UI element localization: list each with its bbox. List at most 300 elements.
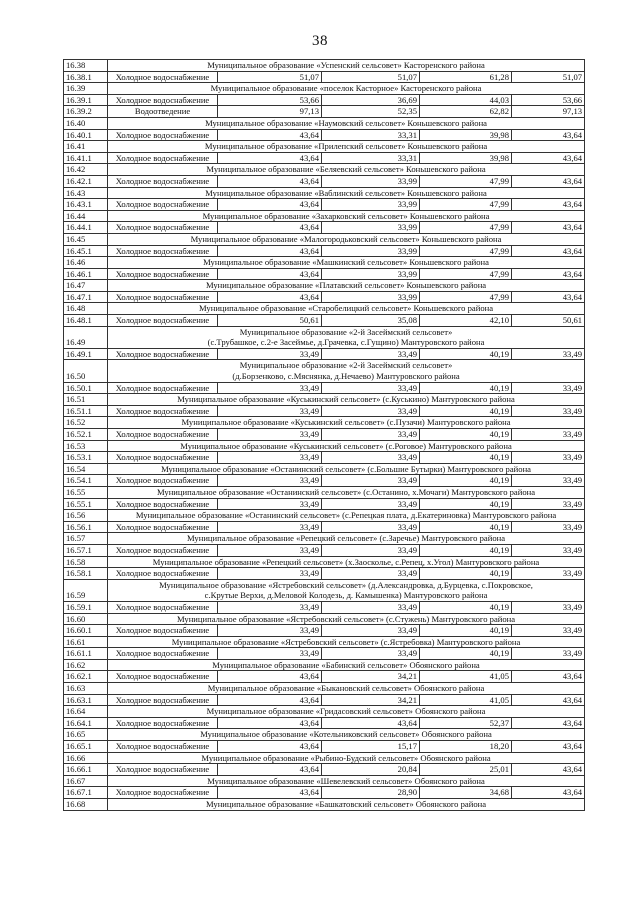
row-number: 16.54 — [64, 463, 108, 475]
tariff-value-2: 33,49 — [322, 382, 420, 394]
tariff-value-1: 50,61 — [218, 315, 322, 327]
row-number: 16.61 — [64, 636, 108, 648]
municipality-title-line: Муниципальное образование «Гридасовский сельсовет» Обоянского района — [206, 706, 486, 717]
municipality-title — [108, 683, 585, 695]
municipality-title-line: Муниципальное образование «Ястребовский сельсовет» (с.Ястребовка) Мантуровского района — [171, 636, 521, 647]
row-number: 16.43.1 — [64, 199, 108, 211]
page-number: 38 — [312, 33, 328, 49]
tariff-value-1: 43,64 — [218, 152, 322, 164]
tariff-value-1: 33,49 — [218, 452, 322, 464]
service-label: Холодное водоснабжение — [108, 648, 218, 660]
tariff-value-1: 33,49 — [218, 382, 322, 394]
row-number: 16.42 — [64, 164, 108, 176]
tariff-value-3: 61,28 — [420, 71, 512, 83]
section-row — [64, 210, 585, 222]
municipality-title-line: (д.Борзенково, с.Мяснянка, д.Нечаево) Мантуровского района — [232, 371, 460, 382]
tariff-value-3: 40,19 — [420, 498, 512, 510]
tariff-row — [64, 152, 585, 164]
service-label: Холодное водоснабжение — [108, 625, 218, 637]
row-number: 16.51.1 — [64, 405, 108, 417]
municipality-title — [108, 303, 585, 315]
tariff-value-2: 36,69 — [322, 94, 420, 106]
section-row — [64, 326, 585, 348]
section-row — [64, 613, 585, 625]
tariff-value-4: 33,49 — [512, 475, 585, 487]
tariff-value-3: 47,99 — [420, 175, 512, 187]
tariff-value-2: 33,49 — [322, 601, 420, 613]
tariff-value-3: 39,98 — [420, 152, 512, 164]
tariff-value-3: 62,82 — [420, 106, 512, 118]
tariff-value-1: 43,64 — [218, 671, 322, 683]
service-label: Холодное водоснабжение — [108, 601, 218, 613]
tariff-row — [64, 71, 585, 83]
row-number: 16.48.1 — [64, 315, 108, 327]
row-number: 16.38 — [64, 60, 108, 72]
tariff-row — [64, 245, 585, 257]
tariff-value-3: 25,01 — [420, 764, 512, 776]
tariff-value-2: 33,49 — [322, 348, 420, 360]
tariff-value-2: 33,49 — [322, 568, 420, 580]
tariff-row — [64, 694, 585, 706]
tariff-row — [64, 129, 585, 141]
row-number: 16.41 — [64, 141, 108, 153]
tariff-value-2: 33,99 — [322, 268, 420, 280]
row-number: 16.59 — [64, 579, 108, 601]
tariff-value-2: 33,49 — [322, 429, 420, 441]
municipality-title — [108, 440, 585, 452]
row-number: 16.44 — [64, 210, 108, 222]
tariff-value-1: 43,64 — [218, 741, 322, 753]
service-label: Холодное водоснабжение — [108, 498, 218, 510]
tariff-row — [64, 222, 585, 234]
municipality-title — [108, 659, 585, 671]
tariff-value-3: 47,99 — [420, 291, 512, 303]
row-number: 16.47 — [64, 280, 108, 292]
row-number: 16.39 — [64, 83, 108, 95]
municipality-title-line: Муниципальное образование «Старобелицкий сельсовет» Коньшевского района — [199, 303, 494, 314]
tariff-value-1: 43,64 — [218, 175, 322, 187]
tariff-value-3: 40,19 — [420, 382, 512, 394]
tariff-value-4: 97,13 — [512, 106, 585, 118]
tariff-table — [63, 59, 585, 811]
tariff-value-1: 43,64 — [218, 717, 322, 729]
section-row — [64, 510, 585, 522]
tariff-value-4: 43,64 — [512, 764, 585, 776]
row-number: 16.67.1 — [64, 787, 108, 799]
tariff-value-2: 15,17 — [322, 741, 420, 753]
section-row — [64, 303, 585, 315]
row-number: 16.59.1 — [64, 601, 108, 613]
municipality-title — [108, 60, 585, 72]
tariff-value-4: 33,49 — [512, 429, 585, 441]
tariff-value-3: 40,19 — [420, 405, 512, 417]
tariff-value-1: 33,49 — [218, 498, 322, 510]
tariff-value-4: 33,49 — [512, 568, 585, 580]
row-number: 16.52.1 — [64, 429, 108, 441]
section-row — [64, 729, 585, 741]
service-label: Холодное водоснабжение — [108, 787, 218, 799]
tariff-value-4: 43,64 — [512, 245, 585, 257]
tariff-value-4: 43,64 — [512, 268, 585, 280]
tariff-value-2: 33,49 — [322, 405, 420, 417]
municipality-title — [108, 533, 585, 545]
municipality-title-line: Муниципальное образование «Ястребовский сельсовет» (с.Стужень) Мантуровского района — [176, 613, 516, 624]
row-number: 16.40.1 — [64, 129, 108, 141]
tariff-value-2: 33,99 — [322, 199, 420, 211]
service-label: Холодное водоснабжение — [108, 544, 218, 556]
row-number: 16.47.1 — [64, 291, 108, 303]
municipality-title — [108, 729, 585, 741]
tariff-value-2: 33,31 — [322, 152, 420, 164]
tariff-value-1: 43,64 — [218, 245, 322, 257]
row-number: 16.60.1 — [64, 625, 108, 637]
tariff-value-2: 33,99 — [322, 222, 420, 234]
tariff-row — [64, 452, 585, 464]
tariff-value-3: 40,19 — [420, 521, 512, 533]
service-label: Холодное водоснабжение — [108, 405, 218, 417]
service-label: Водоотведение — [108, 106, 218, 118]
municipality-title-line: Муниципальное образование «Платавский сельсовет» Коньшевского района — [205, 280, 487, 291]
tariff-value-2: 33,49 — [322, 625, 420, 637]
section-row — [64, 233, 585, 245]
municipality-title — [108, 636, 585, 648]
tariff-value-4: 33,49 — [512, 544, 585, 556]
tariff-value-1: 43,64 — [218, 129, 322, 141]
section-row — [64, 486, 585, 498]
section-row — [64, 579, 585, 601]
tariff-value-4: 43,64 — [512, 199, 585, 211]
tariff-value-1: 33,49 — [218, 601, 322, 613]
tariff-value-1: 33,49 — [218, 648, 322, 660]
row-number: 16.57 — [64, 533, 108, 545]
row-number: 16.51 — [64, 394, 108, 406]
service-label: Холодное водоснабжение — [108, 568, 218, 580]
section-row — [64, 117, 585, 129]
tariff-row — [64, 291, 585, 303]
tariff-value-3: 44,03 — [420, 94, 512, 106]
municipality-title-line: Муниципальное образование «Куськинский сельсовет» (с.Пузачи) Мантуровского района — [181, 417, 511, 428]
tariff-value-4: 43,64 — [512, 694, 585, 706]
service-label: Холодное водоснабжение — [108, 741, 218, 753]
section-row — [64, 60, 585, 72]
tariff-value-4: 33,49 — [512, 382, 585, 394]
tariff-value-4: 33,49 — [512, 521, 585, 533]
tariff-value-3: 40,19 — [420, 625, 512, 637]
municipality-title-line: Муниципальное образование «Башкатовский сельсовет» Обоянского района — [205, 799, 487, 809]
row-number: 16.50.1 — [64, 382, 108, 394]
municipality-title-line: Муниципальное образование «Рыбино-Будский сельсовет» Обоянского района — [201, 752, 491, 763]
row-number: 16.62.1 — [64, 671, 108, 683]
row-number: 16.66.1 — [64, 764, 108, 776]
municipality-title — [108, 187, 585, 199]
row-number: 16.65 — [64, 729, 108, 741]
tariff-value-3: 40,19 — [420, 601, 512, 613]
tariff-value-2: 33,31 — [322, 129, 420, 141]
tariff-value-4: 43,64 — [512, 152, 585, 164]
section-row — [64, 141, 585, 153]
row-number: 16.46 — [64, 257, 108, 269]
row-number: 16.65.1 — [64, 741, 108, 753]
municipality-title-line: Муниципальное образование «Беляевский сельсовет» Коньшевского района — [206, 164, 486, 175]
tariff-value-2: 34,21 — [322, 694, 420, 706]
section-row — [64, 187, 585, 199]
tariff-value-1: 53,66 — [218, 94, 322, 106]
service-label: Холодное водоснабжение — [108, 199, 218, 211]
municipality-title — [108, 360, 585, 382]
municipality-title-line: Муниципальное образование «Захарковский сельсовет» Коньшевского района — [202, 210, 490, 221]
tariff-value-1: 51,07 — [218, 71, 322, 83]
municipality-title — [108, 613, 585, 625]
municipality-title — [108, 326, 585, 348]
service-label: Холодное водоснабжение — [108, 348, 218, 360]
service-label: Холодное водоснабжение — [108, 291, 218, 303]
tariff-row — [64, 787, 585, 799]
section-row — [64, 463, 585, 475]
row-number: 16.49.1 — [64, 348, 108, 360]
tariff-value-1: 33,49 — [218, 348, 322, 360]
service-label: Холодное водоснабжение — [108, 382, 218, 394]
municipality-title — [108, 141, 585, 153]
service-label: Холодное водоснабжение — [108, 315, 218, 327]
section-row — [64, 417, 585, 429]
row-number: 16.63.1 — [64, 694, 108, 706]
tariff-row — [64, 429, 585, 441]
row-number: 16.42.1 — [64, 175, 108, 187]
service-label: Холодное водоснабжение — [108, 245, 218, 257]
tariff-row — [64, 521, 585, 533]
row-number: 16.64.1 — [64, 717, 108, 729]
municipality-title-line: Муниципальное образование «Останинский сельсовет» (с.Большие Бутырки) Мантуровского района — [161, 463, 531, 474]
row-number: 16.58 — [64, 556, 108, 568]
section-row — [64, 556, 585, 568]
service-label: Холодное водоснабжение — [108, 521, 218, 533]
section-row — [64, 533, 585, 545]
tariff-value-4: 33,49 — [512, 498, 585, 510]
section-row — [64, 706, 585, 718]
municipality-title-line: Муниципальное образование «Прилепский сельсовет» Коньшевского района — [204, 141, 488, 152]
tariff-value-3: 42,10 — [420, 315, 512, 327]
municipality-title — [108, 210, 585, 222]
tariff-value-2: 33,49 — [322, 544, 420, 556]
section-row — [64, 394, 585, 406]
tariff-row — [64, 268, 585, 280]
row-number: 16.46.1 — [64, 268, 108, 280]
section-row — [64, 775, 585, 787]
row-number: 16.66 — [64, 752, 108, 764]
tariff-value-2: 28,90 — [322, 787, 420, 799]
tariff-row — [64, 315, 585, 327]
tariff-row — [64, 94, 585, 106]
municipality-title — [108, 486, 585, 498]
tariff-value-2: 33,49 — [322, 521, 420, 533]
row-number: 16.55 — [64, 486, 108, 498]
section-row — [64, 636, 585, 648]
tariff-value-3: 34,68 — [420, 787, 512, 799]
municipality-title-line: Муниципальное образование «поселок Касторное» Касторенского района — [210, 83, 482, 94]
municipality-title-line: Муниципальное образование «2-й Засеймский сельсовет» — [239, 360, 453, 371]
row-number: 16.58.1 — [64, 568, 108, 580]
row-number: 16.50 — [64, 360, 108, 382]
municipality-title-line: Муниципальное образование «Наумовский сельсовет» Коньшевского района — [205, 117, 487, 128]
row-number: 16.57.1 — [64, 544, 108, 556]
row-number: 16.61.1 — [64, 648, 108, 660]
tariff-value-2: 33,49 — [322, 475, 420, 487]
tariff-value-3: 40,19 — [420, 348, 512, 360]
tariff-value-3: 40,19 — [420, 429, 512, 441]
section-row — [64, 799, 585, 811]
section-row — [64, 257, 585, 269]
tariff-value-3: 40,19 — [420, 475, 512, 487]
tariff-value-3: 47,99 — [420, 268, 512, 280]
tariff-value-4: 33,49 — [512, 348, 585, 360]
municipality-title — [108, 579, 585, 601]
tariff-value-1: 43,64 — [218, 268, 322, 280]
tariff-value-2: 34,21 — [322, 671, 420, 683]
municipality-title-line: Муниципальное образование «Куськинский сельсовет» (с.Роговое) Мантуровского района — [180, 440, 512, 451]
tariff-value-3: 52,37 — [420, 717, 512, 729]
tariff-value-2: 35,08 — [322, 315, 420, 327]
tariff-value-4: 43,64 — [512, 741, 585, 753]
tariff-value-2: 33,49 — [322, 648, 420, 660]
tariff-value-4: 50,61 — [512, 315, 585, 327]
municipality-title-line: Муниципальное образование «Ваблинский сельсовет» Коньшевского района — [205, 187, 487, 198]
tariff-value-4: 33,49 — [512, 625, 585, 637]
row-number: 16.39.2 — [64, 106, 108, 118]
row-number: 16.56.1 — [64, 521, 108, 533]
section-row — [64, 752, 585, 764]
tariff-value-4: 43,64 — [512, 671, 585, 683]
tariff-value-3: 40,19 — [420, 568, 512, 580]
municipality-title — [108, 799, 585, 811]
tariff-value-3: 39,98 — [420, 129, 512, 141]
section-row — [64, 360, 585, 382]
municipality-title — [108, 83, 585, 95]
municipality-title-line: Муниципальное образование «Малогородьковский сельсовет» Коньшевского района — [190, 233, 502, 244]
section-row — [64, 659, 585, 671]
service-label: Холодное водоснабжение — [108, 152, 218, 164]
row-number: 16.55.1 — [64, 498, 108, 510]
service-label: Холодное водоснабжение — [108, 175, 218, 187]
municipality-title-line: Муниципальное образование «Бабинский сельсовет» Обоянского района — [212, 659, 480, 670]
row-number: 16.60 — [64, 613, 108, 625]
row-number: 16.56 — [64, 510, 108, 522]
tariff-row — [64, 199, 585, 211]
tariff-value-1: 43,64 — [218, 787, 322, 799]
tariff-table-body — [64, 60, 585, 811]
tariff-row — [64, 568, 585, 580]
row-number: 16.53 — [64, 440, 108, 452]
row-number: 16.45.1 — [64, 245, 108, 257]
tariff-row — [64, 764, 585, 776]
tariff-value-2: 43,64 — [322, 717, 420, 729]
municipality-title-line: Муниципальное образование «Быкановский сельсовет» Обоянского района — [207, 683, 485, 694]
tariff-value-4: 33,49 — [512, 601, 585, 613]
tariff-value-4: 51,07 — [512, 71, 585, 83]
row-number: 16.49 — [64, 326, 108, 348]
service-label: Холодное водоснабжение — [108, 71, 218, 83]
row-number: 16.38.1 — [64, 71, 108, 83]
municipality-title-line: Муниципальное образование «Останинский сельсовет» (с.Репецкая плата, д.Екатериновка) Мантуровского района — [135, 510, 557, 521]
tariff-row — [64, 106, 585, 118]
tariff-value-4: 43,64 — [512, 175, 585, 187]
tariff-row — [64, 382, 585, 394]
tariff-value-1: 33,49 — [218, 475, 322, 487]
row-number: 16.67 — [64, 775, 108, 787]
service-label: Холодное водоснабжение — [108, 268, 218, 280]
municipality-title — [108, 463, 585, 475]
tariff-value-1: 43,64 — [218, 694, 322, 706]
row-number: 16.64 — [64, 706, 108, 718]
tariff-value-1: 43,64 — [218, 291, 322, 303]
tariff-row — [64, 348, 585, 360]
section-row — [64, 683, 585, 695]
service-label: Холодное водоснабжение — [108, 222, 218, 234]
row-number: 16.39.1 — [64, 94, 108, 106]
tariff-value-4: 33,49 — [512, 452, 585, 464]
tariff-value-1: 43,64 — [218, 764, 322, 776]
service-label: Холодное водоснабжение — [108, 129, 218, 141]
municipality-title — [108, 556, 585, 568]
tariff-value-4: 43,64 — [512, 787, 585, 799]
municipality-title-line: Муниципальное образование «Репецкий сельсовет» (х.Заосколье, с.Репец, х.Угол) Мантуровского района — [152, 556, 540, 567]
tariff-row — [64, 648, 585, 660]
tariff-row — [64, 741, 585, 753]
municipality-title — [108, 752, 585, 764]
tariff-value-4: 53,66 — [512, 94, 585, 106]
municipality-title — [108, 706, 585, 718]
service-label: Холодное водоснабжение — [108, 694, 218, 706]
tariff-value-3: 40,19 — [420, 544, 512, 556]
section-row — [64, 440, 585, 452]
tariff-value-3: 47,99 — [420, 222, 512, 234]
tariff-row — [64, 717, 585, 729]
tariff-value-4: 43,64 — [512, 222, 585, 234]
tariff-value-4: 33,49 — [512, 405, 585, 417]
tariff-value-2: 52,35 — [322, 106, 420, 118]
tariff-value-1: 33,49 — [218, 405, 322, 417]
municipality-title-line: Муниципальное образование «Шевелевский сельсовет» Обоянского района — [207, 775, 485, 786]
tariff-value-2: 33,49 — [322, 498, 420, 510]
tariff-value-4: 43,64 — [512, 291, 585, 303]
tariff-row — [64, 405, 585, 417]
tariff-value-2: 20,84 — [322, 764, 420, 776]
tariff-row — [64, 475, 585, 487]
municipality-title-line: Муниципальное образование «Репецкий сельсовет» (с.Заречье) Мантуровского района — [187, 533, 506, 544]
tariff-value-2: 33,99 — [322, 291, 420, 303]
row-number: 16.62 — [64, 659, 108, 671]
row-number: 16.48 — [64, 303, 108, 315]
tariff-value-3: 47,99 — [420, 245, 512, 257]
tariff-row — [64, 175, 585, 187]
tariff-row — [64, 671, 585, 683]
municipality-title-line: Муниципальное образование «Куськинский сельсовет» (с.Куськино) Мантуровского района — [177, 394, 515, 405]
tariff-row — [64, 544, 585, 556]
municipality-title — [108, 164, 585, 176]
row-number: 16.45 — [64, 233, 108, 245]
municipality-title-line: Муниципальное образование «Успенский сельсовет» Касторенского района — [207, 60, 485, 70]
tariff-value-2: 33,99 — [322, 175, 420, 187]
row-number: 16.44.1 — [64, 222, 108, 234]
tariff-value-2: 33,49 — [322, 452, 420, 464]
section-row — [64, 280, 585, 292]
service-label: Холодное водоснабжение — [108, 671, 218, 683]
tariff-value-1: 33,49 — [218, 568, 322, 580]
row-number: 16.63 — [64, 683, 108, 695]
section-row — [64, 83, 585, 95]
municipality-title — [108, 510, 585, 522]
tariff-value-3: 40,19 — [420, 648, 512, 660]
municipality-title — [108, 280, 585, 292]
